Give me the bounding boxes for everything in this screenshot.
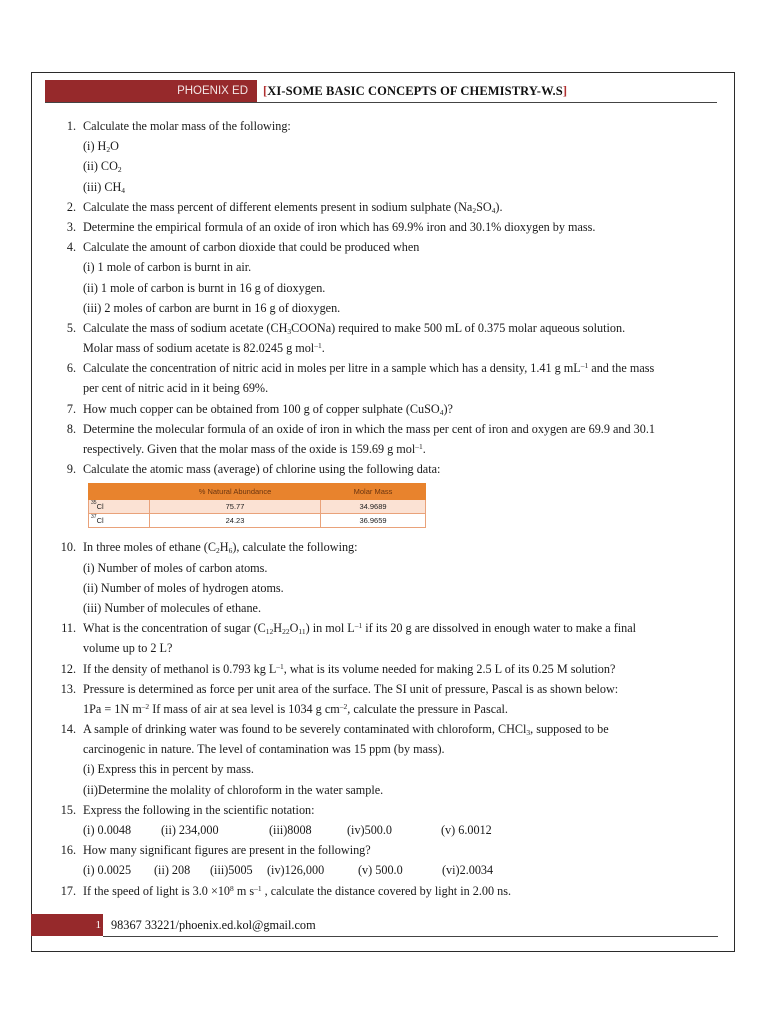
part-text: (i) H [83,139,107,154]
part-text: (iii) Number of molecules of ethane. [83,600,262,615]
option-text: (ii) 234,000 [161,823,219,837]
mass-number: 35 [91,500,97,507]
subscript: 2 [106,145,111,155]
question-text: if its 20 g are dissolved in enough water to make a final [362,621,637,636]
question-1 [50,116,740,136]
question-text: . [321,341,325,356]
question-6-line-2 [50,378,740,398]
footer-contact: 98367 33221/phoenix.ed.kol@gmail.com [111,918,316,932]
question-text: Calculate the amount of carbon dioxide that could be produced when [83,240,420,255]
question-4 [50,237,740,257]
question-number: 16. [60,843,76,858]
question-text: Calculate the concentration of nitric acid in moles per litre in a sample which has a density, 1.41 g mL [83,361,581,376]
title-bracket-open: [ [263,84,268,98]
part-text: (i) Express this in percent by mass. [83,762,254,777]
superscript: –2 [141,701,150,711]
question-1-part-ii [50,156,740,176]
question-number: 17. [60,883,76,898]
mass-number: 37 [91,514,97,521]
question-2 [50,197,740,217]
question-text: Molar mass of sodium acetate is 82.0245 g mol [83,341,315,356]
question-7 [50,399,740,419]
part-text: (iii) 2 moles of carbon are burnt in 16 g of dioxygen. [83,300,341,315]
part-text: (i) 1 mole of carbon is burnt in air. [83,260,252,275]
question-text: Determine the molecular formula of an oxide of iron in which the mass per cent of iron and oxygen are 69.9 and 30.1 [83,421,655,436]
part-text: (ii) Number of moles of hydrogen atoms. [83,580,284,595]
question-number: 9. [66,462,76,477]
question-number: 1. [66,119,76,133]
question-number: 6. [66,361,76,376]
question-number: 5. [66,320,76,335]
page-number: 1 [95,919,101,931]
part-text: (ii) 1 mole of carbon is burnt in 16 g of dioxygen. [83,280,326,295]
question-text: ), calculate the following: [232,540,358,555]
part-text: (iii) CH [83,179,122,194]
question-text: Calculate the atomic mass (average) of chlorine using the following data: [83,462,441,477]
superscript: 8 [230,883,234,893]
question-text: , calculate the distance covered by light in 2.00 ns. [261,883,512,898]
question-6 [50,358,740,378]
question-number: 8. [66,421,76,436]
superscript: –1 [276,661,284,671]
question-14-line-2 [50,739,740,759]
option-text: (i) 0.0048 [83,823,132,837]
question-1-part-i [50,136,740,156]
question-9 [50,459,740,479]
superscript: –1 [580,361,589,371]
subscript: 4 [491,205,496,215]
question-15-options [50,820,740,840]
table-row [89,514,426,528]
option-text: (iii)8008 [269,823,312,837]
question-text: 1Pa = 1N m [83,701,142,716]
molar-mass-cell: 36.9659 [321,514,426,528]
part-text: (i) Number of moles of carbon atoms. [83,560,268,575]
table-row [89,500,426,514]
question-text: How much copper can be obtained from 100 g of copper sulphate (CuSO [83,401,440,416]
subscript: 6 [228,546,233,556]
table-header-abundance: % Natural Abundance [150,484,321,500]
question-text: ). [495,199,503,214]
question-text: . [422,442,426,456]
question-4-part-ii [50,278,740,298]
question-10-part-iii [50,598,740,618]
element-symbol: Cl [96,502,104,512]
question-text: O [289,621,299,636]
question-4-part-i [50,257,740,277]
subscript: 12 [265,627,274,637]
question-5-line-2 [50,338,740,358]
question-text: H [273,621,283,636]
question-16 [50,840,740,860]
question-text: m s [233,883,255,898]
question-13 [50,679,740,699]
option-text: (ii) 208 [154,863,191,878]
question-number: 7. [66,401,76,416]
question-8 [50,419,740,439]
question-text: If the speed of light is 3.0 ×10 [83,883,231,898]
question-text: , calculate the pressure in Pascal. [347,701,508,716]
question-number: 14. [60,722,76,737]
question-number: 15. [60,802,76,817]
isotope-cell [89,514,150,528]
question-14-part-ii [50,780,740,800]
question-number: 3. [66,219,76,234]
superscript: –1 [254,883,262,893]
question-16-options [50,860,740,880]
question-number: 12. [60,661,76,676]
abundance-cell: 75.77 [150,500,321,514]
question-text: A sample of drinking water was found to be severely contaminated with chloroform, CHCl [83,722,527,737]
question-1-part-iii [50,177,740,197]
question-text: ) in mol L [305,621,355,636]
question-text: H [219,540,229,555]
question-13-line-2 [50,699,740,719]
header-brand: PHOENIX ED [177,85,248,97]
question-number: 4. [66,240,76,255]
question-4-part-iii [50,298,740,318]
question-text: and the mass [588,361,655,376]
question-text: , what is its volume needed for making 2.5 L of its 0.25 M solution? [283,661,616,676]
question-text: per cent of nitric acid in it being 69%. [83,381,269,396]
table-header-isotope [89,484,150,500]
option-text: (iv)500.0 [347,823,393,837]
worksheet-title [263,80,567,102]
question-text: volume up to 2 L? [83,641,173,656]
question-list [50,116,740,901]
question-text: Calculate the molar mass of the following: [83,119,291,133]
question-text: COONa) required to make 500 mL of 0.375 molar aqueous solution. [291,320,626,335]
question-text: Pressure is determined as force per unit area of the surface. The SI unit of pressure, Pascal is as shown below: [83,681,619,696]
question-12 [50,659,740,679]
question-14 [50,719,740,739]
question-text: Calculate the mass of sodium acetate (CH [83,320,288,335]
question-number: 10. [60,540,76,555]
subscript: 3 [526,728,531,738]
question-10 [50,537,740,557]
subscript: 4 [439,407,444,417]
table-header-molar-mass: Molar Mass [321,484,426,500]
subscript: 2 [216,546,220,556]
option-text: (iii)5005 [210,863,253,878]
question-15 [50,800,740,820]
subscript: 4 [121,185,126,195]
superscript: –2 [339,701,348,711]
superscript: –1 [314,341,322,351]
option-text: (v) 500.0 [358,863,403,878]
element-symbol: Cl [96,516,104,526]
question-text: carcinogenic in nature. The level of contamination was 15 ppm (by mass). [83,742,445,757]
question-text: In three moles of ethane (C [83,540,216,555]
option-text: (v) 6.0012 [441,823,492,837]
question-text: What is the concentration of sugar (C [83,621,266,636]
subscript: 3 [287,326,292,336]
question-5 [50,318,740,338]
question-number: 2. [66,199,76,214]
question-8-line-2 [50,439,740,459]
question-text: , supposed to be [530,722,609,737]
question-11 [50,618,740,638]
question-11-line-2 [50,638,740,658]
part-text: (ii)Determine the molality of chloroform in the water sample. [83,782,384,797]
subscript: 2 [117,165,122,175]
isotope-cell [89,500,150,514]
title-text: XI-SOME BASIC CONCEPTS OF CHEMISTRY-W.S [267,84,563,98]
option-text: (iv)126,000 [267,863,325,878]
question-text: SO [476,199,492,214]
question-text: respectively. Given that the molar mass of the oxide is 159.69 g mol [83,442,416,456]
question-text: If the density of methanol is 0.793 kg L [83,661,277,676]
abundance-cell: 24.23 [150,514,321,528]
table-header-row [89,484,426,500]
subscript: 22 [282,627,290,637]
question-number: 11. [61,621,76,636]
question-text: Calculate the mass percent of different elements present in sodium sulphate (Na [83,199,473,214]
question-text: If mass of air at sea level is 1034 g cm [149,701,340,716]
option-text: (vi)2.0034 [442,863,494,878]
superscript: –1 [415,442,423,451]
question-3 [50,217,740,237]
part-text: O [110,139,119,154]
superscript: –1 [354,621,363,631]
option-text: (i) 0.0025 [83,863,132,878]
chlorine-isotope-table [88,483,426,528]
question-10-part-i [50,558,740,578]
part-text: (ii) CO [83,159,118,174]
question-10-part-ii [50,578,740,598]
header-rule [45,102,717,103]
question-text: Determine the empirical formula of an oxide of iron which has 69.9% iron and 30.1% dioxygen by mass. [83,219,596,234]
subscript: 11 [298,627,306,637]
question-text: )? [443,401,453,416]
footer-rule [103,936,718,937]
question-17 [50,881,740,901]
molar-mass-cell: 34.9689 [321,500,426,514]
question-14-part-i [50,759,740,779]
question-text: Express the following in the scientific notation: [83,802,315,817]
title-bracket-close: ] [562,84,568,98]
question-number: 13. [60,681,76,696]
question-text: How many significant figures are present in the following? [83,843,371,858]
subscript: 2 [472,205,477,215]
